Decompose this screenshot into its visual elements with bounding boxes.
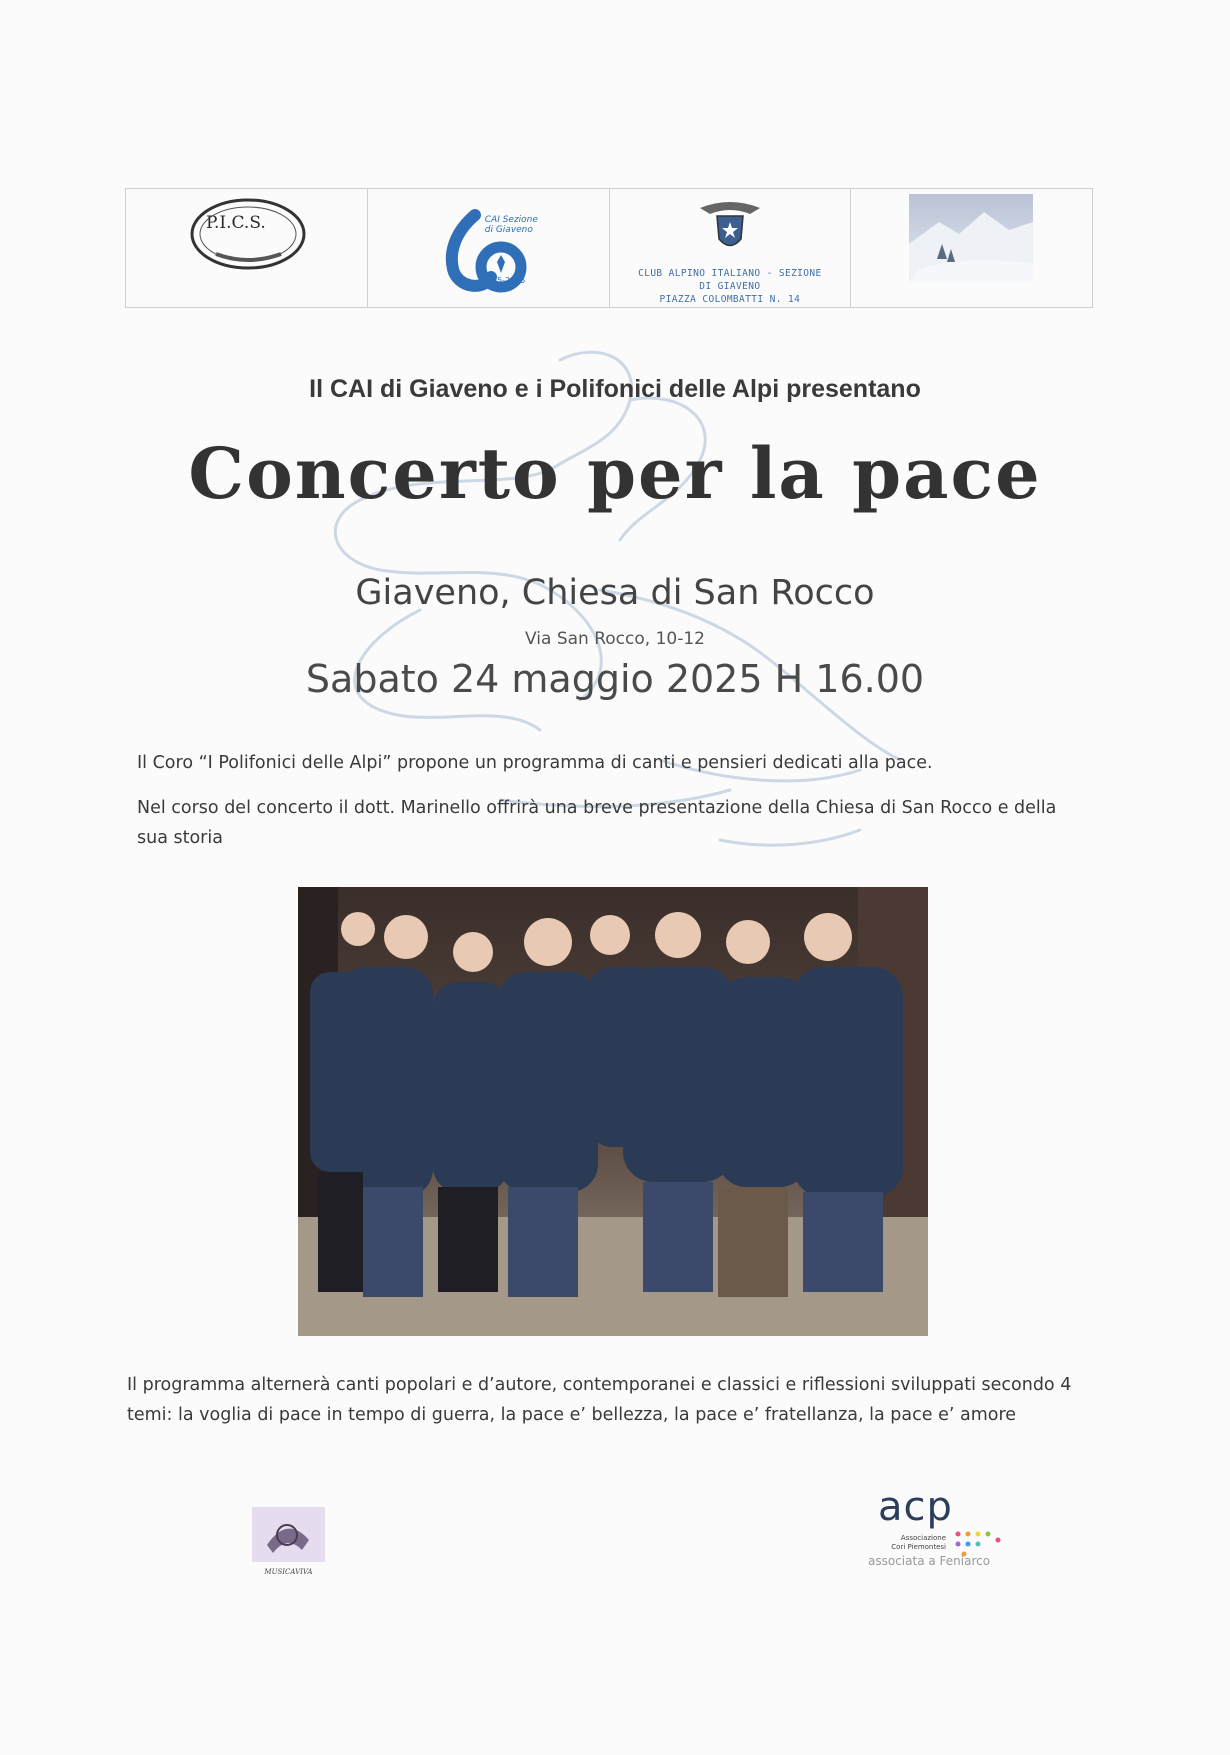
venue-address: Via San Rocco, 10-12 — [525, 629, 705, 649]
acp-wordmark: acp — [878, 1484, 953, 1530]
cai60-logo-cell — [368, 189, 610, 307]
pics-emblem — [186, 194, 311, 274]
acp-logo — [868, 1484, 1018, 1578]
pics-logo-text: P.I.C.S. — [206, 213, 266, 233]
venue: Giaveno, Chiesa di San Rocco — [355, 573, 875, 613]
presentation-paragraph: Nel corso del concerto il dott. Marinello offrirà una breve presentazione della Chiesa di San Rocco e della sua storia — [137, 798, 1057, 848]
cai-section-logo-cell — [610, 189, 852, 307]
musicaviva-emblem — [247, 1505, 330, 1565]
acp-subtitle: Associazione Cori Piemontesi — [891, 1534, 946, 1551]
program-paragraph: Il programma alternerà canti popolari e d’autore, contemporanei e classici e riflessioni sviluppati secondo 4 temi: la voglia di pace in tempo di guerra, la pace e’ bellezza, la pace e’ fratellanza, la pace e’ amore — [127, 1375, 1072, 1425]
mountain-photo-logo-cell — [851, 189, 1092, 307]
cai60-years: 1965-2025 — [481, 276, 526, 285]
acp-association-line: associata a Feniarco — [868, 1554, 991, 1568]
pics-logo-cell — [126, 189, 368, 307]
intro-paragraph: Il Coro “I Polifonici delle Alpi” propone un programma di canti e pensieri dedicati alla pace. — [137, 753, 933, 773]
musicaviva-label: MUSICAVIVA — [264, 1568, 313, 1576]
mountain-logo — [909, 194, 1033, 282]
event-date: Sabato 24 maggio 2025 H 16.00 — [305, 657, 925, 701]
logo-strip — [125, 188, 1093, 308]
presenters-line: Il CAI di Giaveno e i Polifonici delle Alpi presentano — [309, 375, 921, 403]
cai60-label: CAI Sezione di Giaveno — [484, 215, 538, 235]
concert-title: Concerto per la pace — [188, 432, 1042, 515]
choir-group-photo — [298, 887, 928, 1336]
cai-eagle-emblem — [695, 194, 765, 259]
cai-section-address: CLUB ALPINO ITALIANO - SEZIONE DI GIAVENO PIAZZA COLOMBATTI N. 14 — [638, 268, 822, 305]
musicaviva-logo — [247, 1505, 330, 1580]
